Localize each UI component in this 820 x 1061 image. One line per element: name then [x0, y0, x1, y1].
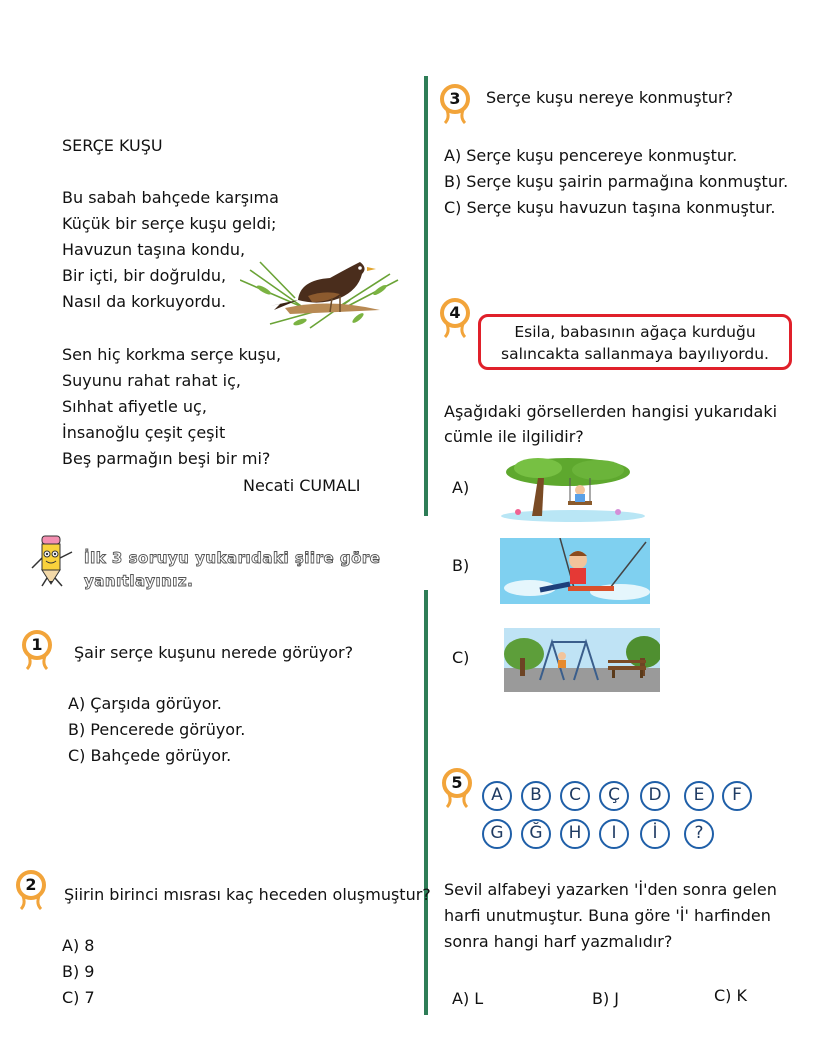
question-text: harfi unutmuştur. Buna göre 'İ' harfinden [444, 906, 771, 925]
letter-circle: H [560, 819, 590, 849]
question-text: Sevil alfabeyi yazarken 'İ'den sonra gelen [444, 880, 777, 899]
answer-option[interactable]: A) Çarşıda görüyor. [68, 694, 222, 713]
letter-circle: I [599, 819, 629, 849]
question-text: sonra hangi harf yazmalıdır? [444, 932, 673, 951]
question-number: 1 [31, 635, 43, 654]
question-badge [438, 298, 472, 332]
question-badge [14, 870, 48, 904]
answer-option[interactable]: B) 9 [62, 962, 95, 981]
letter-circle: F [722, 781, 752, 811]
answer-option[interactable]: B) Pencerede görüyor. [68, 720, 246, 739]
letter-circle: B [521, 781, 551, 811]
question-text: cümle ile ilgilidir? [444, 427, 584, 446]
poem-line: Sıhhat afiyetle uç, [62, 397, 207, 416]
question-badge [438, 84, 472, 118]
letter-circle: A [482, 781, 512, 811]
letter-circle: Ğ [521, 819, 551, 849]
sentence-line: Esila, babasının ağaça kurduğu [514, 323, 756, 341]
poem-line: Bu sabah bahçede karşıma [62, 188, 279, 207]
swing-under-tree-image[interactable] [498, 456, 648, 522]
answer-option-label[interactable]: C) [452, 648, 470, 667]
question-text: Şiirin birinci mısrası kaç heceden oluşmuştur? [64, 885, 431, 904]
answer-option[interactable]: C) K [714, 986, 747, 1005]
poem-line: Nasıl da korkuyordu. [62, 292, 227, 311]
question-number: 4 [449, 303, 461, 322]
column-divider-top [424, 76, 428, 516]
poem-line: Küçük bir serçe kuşu geldi; [62, 214, 277, 233]
answer-option[interactable]: B) Serçe kuşu şairin parmağına konmuştur. [444, 172, 789, 191]
answer-option[interactable]: B) J [592, 989, 620, 1008]
question-text: Aşağıdaki görsellerden hangisi yukarıdaki [444, 402, 778, 421]
answer-option[interactable]: A) L [452, 989, 484, 1008]
empty-playground-image[interactable] [504, 628, 660, 692]
question-badge [20, 630, 54, 664]
question-number: 2 [25, 875, 37, 894]
sparrow-illustration [240, 250, 400, 334]
answer-option-label[interactable]: B) [452, 556, 470, 575]
poem-line: Sen hiç korkma serçe kuşu, [62, 345, 282, 364]
answer-option[interactable]: C) Serçe kuşu havuzun taşına konmuştur. [444, 198, 776, 217]
instruction-line: yanıtlayınız. [84, 572, 194, 590]
letter-circle: D [640, 781, 670, 811]
letter-circle: ? [684, 819, 714, 849]
question-text: Şair serçe kuşunu nerede görüyor? [74, 643, 354, 662]
letter-circle: Ç [599, 781, 629, 811]
letter-circle: E [684, 781, 714, 811]
poem-line: Havuzun taşına kondu, [62, 240, 246, 259]
question-number: 5 [451, 773, 463, 792]
sentence-box [478, 314, 792, 370]
answer-option[interactable]: A) 8 [62, 936, 95, 955]
poem-line: İnsanoğlu çeşit çeşit [62, 423, 226, 442]
poem-line: Bir içti, bir doğruldu, [62, 266, 227, 285]
sentence-line: salıncakta sallanmaya bayılıyordu. [501, 345, 769, 363]
letter-circle: İ [640, 819, 670, 849]
child-on-swing-image[interactable] [500, 538, 650, 604]
answer-option-label[interactable]: A) [452, 478, 470, 497]
letter-circle: G [482, 819, 512, 849]
question-number: 3 [449, 89, 461, 108]
question-text: Serçe kuşu nereye konmuştur? [486, 88, 734, 107]
answer-option[interactable]: C) Bahçede görüyor. [68, 746, 232, 765]
letter-circle: C [560, 781, 590, 811]
question-badge [440, 768, 474, 802]
poem-line: Suyunu rahat rahat iç, [62, 371, 241, 390]
pencil-mascot-icon [28, 530, 78, 590]
poem-title: SERÇE KUŞU [62, 136, 163, 155]
poem-line: Beş parmağın beşi bir mi? [62, 449, 271, 468]
instruction-line: İlk 3 soruyu yukarıdaki şiire göre [84, 549, 381, 567]
poem-author: Necati CUMALI [243, 476, 361, 495]
answer-option[interactable]: C) 7 [62, 988, 95, 1007]
answer-option[interactable]: A) Serçe kuşu pencereye konmuştur. [444, 146, 738, 165]
column-divider-bottom [424, 590, 428, 1015]
